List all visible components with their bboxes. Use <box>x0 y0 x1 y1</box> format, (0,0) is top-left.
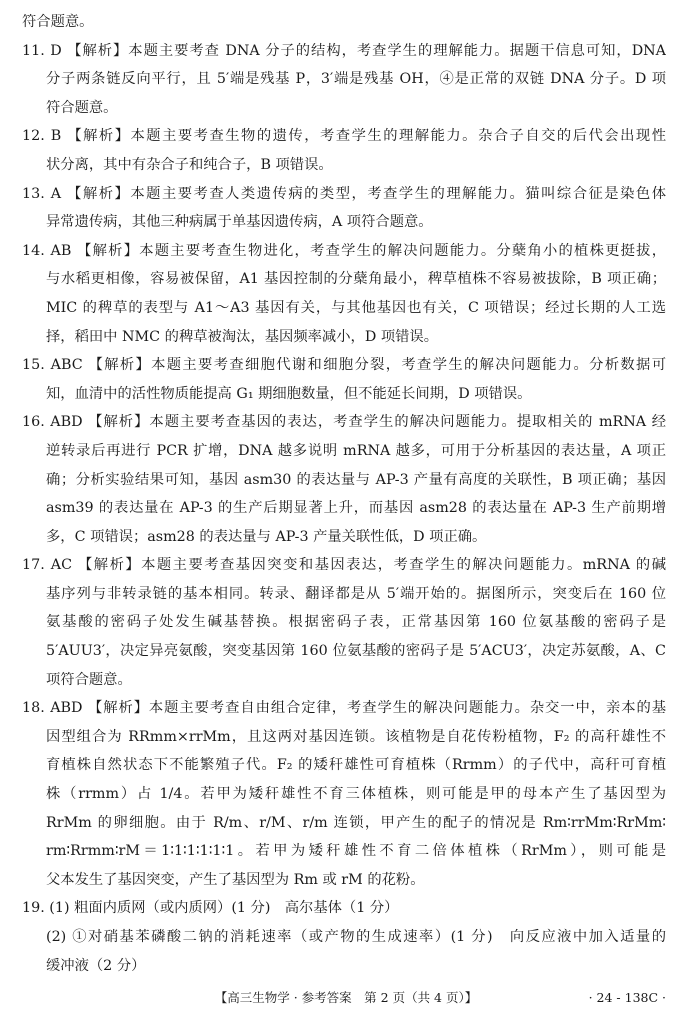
footer-title: 【高三生物学 · 参考答案 第 2 页（共 4 页）】 <box>214 990 478 1005</box>
text-line: 基序列与非转录链的基本相同。转录、翻译都是从 5′端开始的。据图所示，突变后在 160 位 <box>46 585 666 602</box>
page-footer <box>0 988 692 1008</box>
text-line: 14. AB 【解析】本题主要考查生物进化，考查学生的解决问题能力。分蘖角小的植株更挺拔， <box>22 242 666 259</box>
text-line: 项符合题意。 <box>46 671 132 688</box>
text-line: (2) ①对硝基苯磷酸二钠的消耗速率（或产物的生成速率）(1 分) 向反应液中加入适量的 <box>46 929 666 945</box>
text-line: 择，稻田中 NMC 的稗草被淘汰，基因频率减小，D 项错误。 <box>46 328 439 345</box>
text-line: rm∶Rrmm∶rM＝1∶1∶1∶1∶1∶1。若甲为矮秆雄性不育二倍体植株（RrMm），则可能是 <box>46 843 666 860</box>
text-line: 育植株自然状态下不能繁殖子代。F₂ 的矮秆雄性可育植株（Rrmm）的子代中，高秆可育植 <box>46 757 666 774</box>
text-line: 11. D 【解析】本题主要考查 DNA 分子的结构，考查学生的理解能力。据题干信息可知，DNA <box>22 42 666 59</box>
text-line: 12. B 【解析】本题主要考查生物的遗传，考查学生的理解能力。杂合子自交的后代会出现性 <box>22 128 666 145</box>
text-line: 缓冲液（2 分） <box>46 957 146 974</box>
text-line: 氨基酸的密码子处发生碱基替换。根据密码子表，正常基因第 160 位氨基酸的密码子是 <box>46 614 666 631</box>
text-line: 与水稻更相像，容易被保留，A1 基因控制的分蘖角最小，稗草植株不容易被拔除，B 项正确； <box>46 271 666 288</box>
text-line: 异常遗传病，其他三种病属于单基因遗传病，A 项符合题意。 <box>46 214 433 231</box>
text-line: 13. A 【解析】本题主要考查人类遗传病的类型，考查学生的理解能力。猫叫综合征是染色体 <box>22 185 666 202</box>
text-line: 父本发生了基因突变，产生了基因型为 Rm 或 rM 的花粉。 <box>46 871 425 888</box>
text-line: 确；分析实验结果可知，基因 asm30 的表达量与 AP-3 产量有高度的关联性，B 项正确；基因 <box>46 471 666 488</box>
footer-code: · 24 - 138C · <box>588 990 666 1005</box>
text-line: 多，C 项错误；asm28 的表达量与 AP-3 产量关联性低，D 项正确。 <box>46 528 487 545</box>
text-line: 状分离，其中有杂合子和纯合子，B 项错误。 <box>46 156 333 173</box>
text-line: asm39 的表达量在 AP-3 的生产后期显著上升，而基因 asm28 的表达量在 AP-3 生产前期增 <box>46 500 666 517</box>
text-line: 株（rrmm）占 1/4。若甲为矮秆雄性不育三体植株，则可能是甲的母本产生了基因型为 <box>46 786 666 803</box>
text-line: 16. ABD 【解析】本题主要考查基因的表达，考查学生的解决问题能力。提取相关的 mRNA 经 <box>22 414 666 431</box>
text-line: 19. (1) 粗面内质网（或内质网）(1 分) 高尔基体（1 分） <box>22 900 399 917</box>
text-line: 因型组合为 RRmm×rrMm，且这两对基因连锁。该植物是自花传粉植物，F₂ 的高秆雄性不 <box>46 728 666 745</box>
text-line: 17. AC 【解析】本题主要考查基因突变和基因表达，考查学生的解决问题能力。mRNA 的碱 <box>22 557 666 574</box>
text-line: 5′AUU3′，决定异亮氨酸，突变基因第 160 位氨基酸的密码子是 5′ACU3′，决定苏氨酸，A、C <box>46 643 666 660</box>
text-line: 符合题意。 <box>46 99 118 116</box>
text-line: 知，血清中的活性物质能提高 G₁ 期细胞数量，但不能延长间期，D 项错误。 <box>46 385 532 402</box>
text-line: 逆转录后再进行 PCR 扩增，DNA 越多说明 mRNA 越多，可用于分析基因的表达量，A 项正 <box>46 442 666 459</box>
text-line: 分子两条链反向平行，且 5′端是残基 P，3′端是残基 OH，④是正常的双链 DNA 分子。D 项 <box>46 71 666 88</box>
text-line: 18. ABD 【解析】本题主要考查自由组合定律，考查学生的解决问题能力。杂交一中，亲本的基 <box>22 700 666 717</box>
text-line: MIC 的稗草的表型与 A1～A3 基因有关，与其他基因也有关，C 项错误；经过长期的人工选 <box>46 299 666 316</box>
text-line: 15. ABC 【解析】本题主要考查细胞代谢和细胞分裂，考查学生的解决问题能力。分析数据可 <box>22 357 666 374</box>
text-line: RrMm 的卵细胞。由于 R/m、r/M、r/m 连锁，甲产生的配子的情况是 Rm∶rrMm∶RrMm∶ <box>46 814 666 831</box>
answer-body <box>22 8 666 980</box>
text-line: 符合题意。 <box>22 14 94 30</box>
